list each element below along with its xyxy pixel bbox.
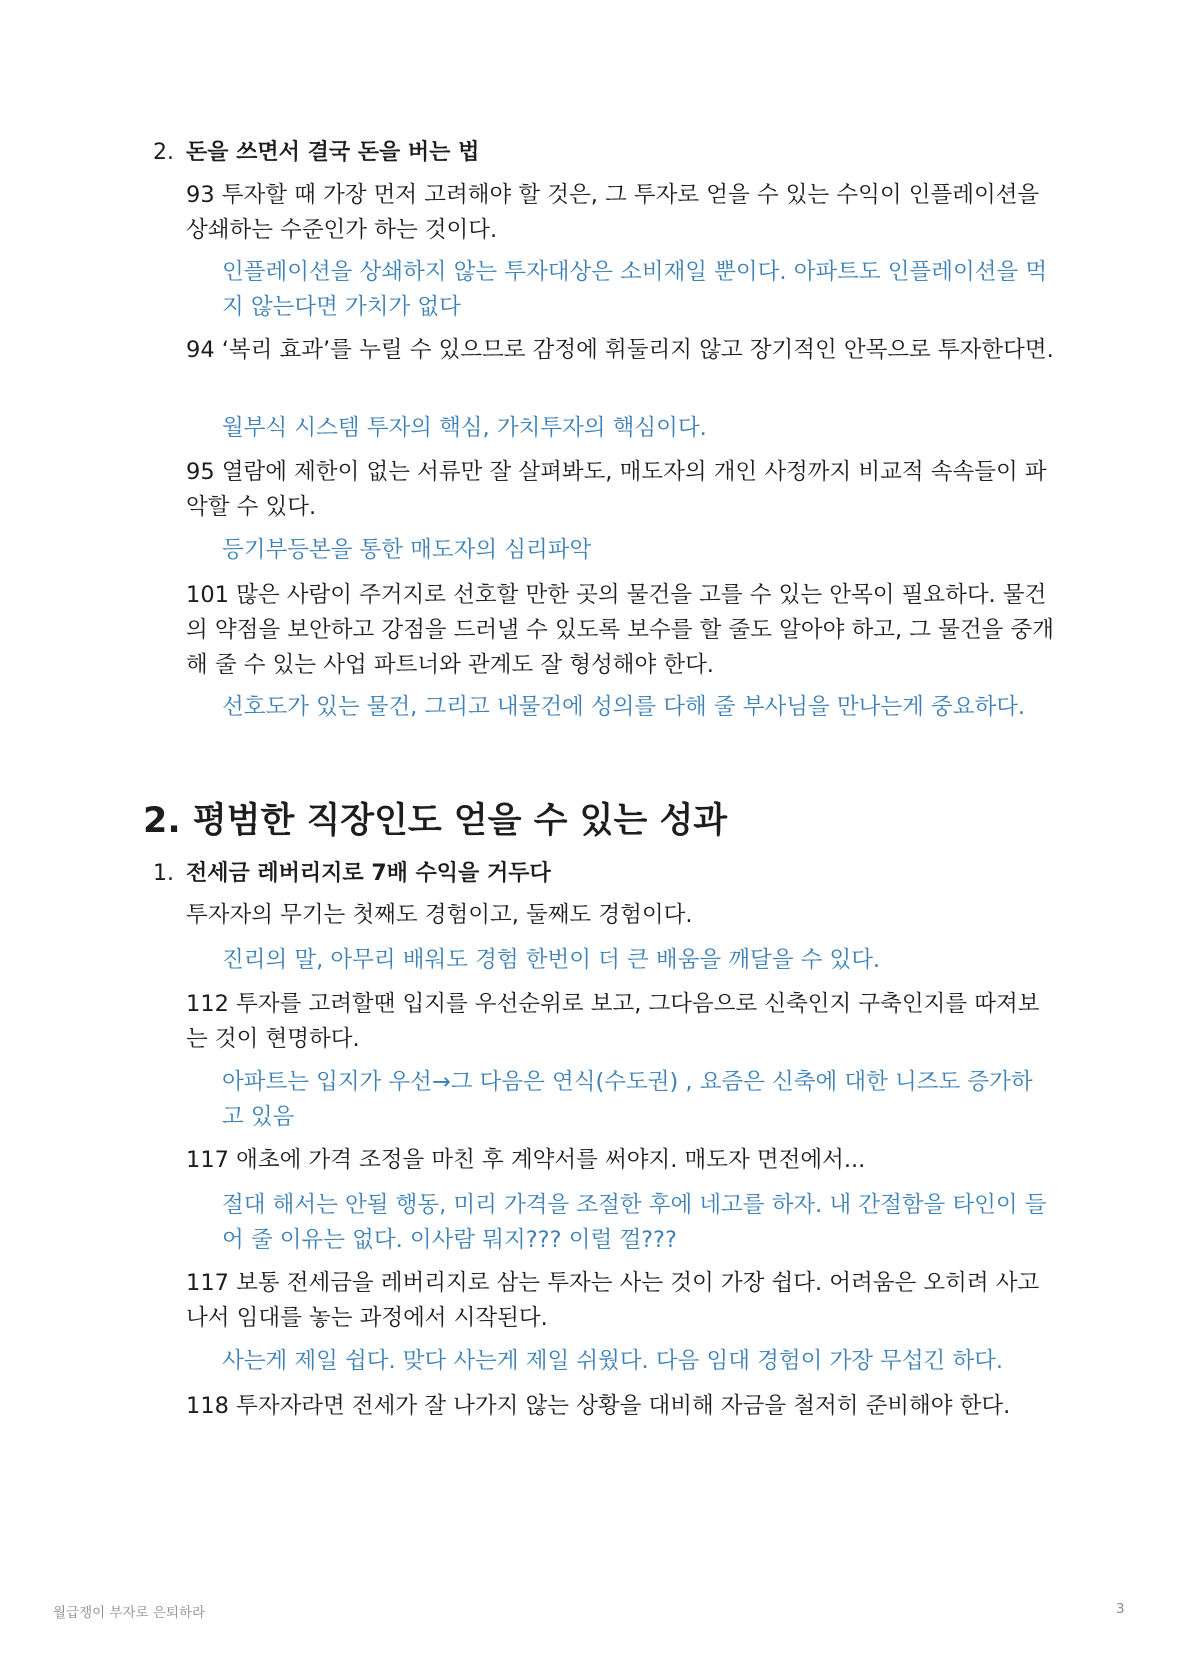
book-quote: 93 투자할 때 가장 먼저 고려해야 할 것은, 그 투자로 얻을 수 있는 수익이 인플레이션을 상쇄하는 수준인가 하는 것이다.	[186, 182, 1040, 243]
section-heading	[153, 136, 479, 170]
section-heading	[153, 857, 551, 891]
reader-note: 아파트는 입지가 우선→그 다음은 연식(수도권) , 요즘은 신축에 대한 니즈도 증가하고 있음	[222, 1069, 1033, 1130]
section-title: 전세금 레버리지로 7배 수익을 거두다	[186, 861, 551, 886]
chapter-heading: 2. 평범한 직장인도 얻을 수 있는 성과	[143, 801, 728, 841]
reader-note: 진리의 말, 아무리 배워도 경험 한번이 더 큰 배움을 깨달을 수 있다.	[222, 947, 881, 973]
reader-note: 인플레이션을 상쇄하지 않는 투자대상은 소비재일 뿐이다. 아파트도 인플레이션을 먹지 않는다면 가치가 없다	[222, 259, 1048, 320]
reader-note: 사는게 제일 쉽다. 맞다 사는게 제일 쉬웠다. 다음 임대 경험이 가장 무섭긴 하다.	[222, 1348, 1004, 1374]
reader-note: 선호도가 있는 물건, 그리고 내물건에 성의를 다해 줄 부사님을 만나는게 중요하다.	[222, 694, 1026, 720]
reader-note: 월부식 시스템 투자의 핵심, 가치투자의 핵심이다.	[222, 415, 707, 441]
page-number: 3	[1116, 1601, 1125, 1617]
book-quote: 101 많은 사람이 주거지로 선호할 만한 곳의 물건을 고를 수 있는 안목이 필요하다. 물건의 약점을 보안하고 강점을 드러낼 수 있도록 보수를 할 줄도 알아야 하고, 그 물건을 중개해 줄 수 있는 사업 파트너와 관계도 잘 형성해야 한다.	[186, 582, 1055, 678]
footer-book-title: 월급쟁이 부자로 은퇴하라	[53, 1605, 206, 1621]
section-number: 1.	[153, 861, 174, 886]
book-quote: 117 보통 전세금을 레버리지로 삼는 투자는 사는 것이 가장 쉽다. 어려움은 오히려 사고 나서 임대를 놓는 과정에서 시작된다.	[186, 1270, 1040, 1331]
book-quote: 94 ‘복리 효과’를 누릴 수 있으므로 감정에 휘둘리지 않고 장기적인 안목으로 투자한다면.	[186, 337, 1054, 363]
section-number: 2.	[153, 140, 174, 165]
reader-note: 등기부등본을 통한 매도자의 심리파악	[222, 537, 592, 563]
book-quote: 118 투자자라면 전세가 잘 나가지 않는 상황을 대비해 자금을 철저히 준비해야 한다.	[186, 1393, 1011, 1419]
book-quote: 112 투자를 고려할땐 입지를 우선순위로 보고, 그다음으로 신축인지 구축인지를 따져보는 것이 현명하다.	[186, 991, 1040, 1052]
book-quote: 투자자의 무기는 첫째도 경험이고, 둘째도 경험이다.	[186, 902, 693, 928]
book-quote: 117 애초에 가격 조정을 마친 후 계약서를 써야지. 매도자 면전에서...	[186, 1147, 866, 1173]
reader-note: 절대 해서는 안될 행동, 미리 가격을 조절한 후에 네고를 하자. 내 간절함을 타인이 들어 줄 이유는 없다. 이사람 뭐지??? 이럴 껄???	[222, 1192, 1047, 1253]
section-title: 돈을 쓰면서 결국 돈을 버는 법	[186, 140, 480, 165]
book-quote: 95 열람에 제한이 없는 서류만 잘 살펴봐도, 매도자의 개인 사정까지 비교적 속속들이 파악할 수 있다.	[186, 459, 1047, 520]
